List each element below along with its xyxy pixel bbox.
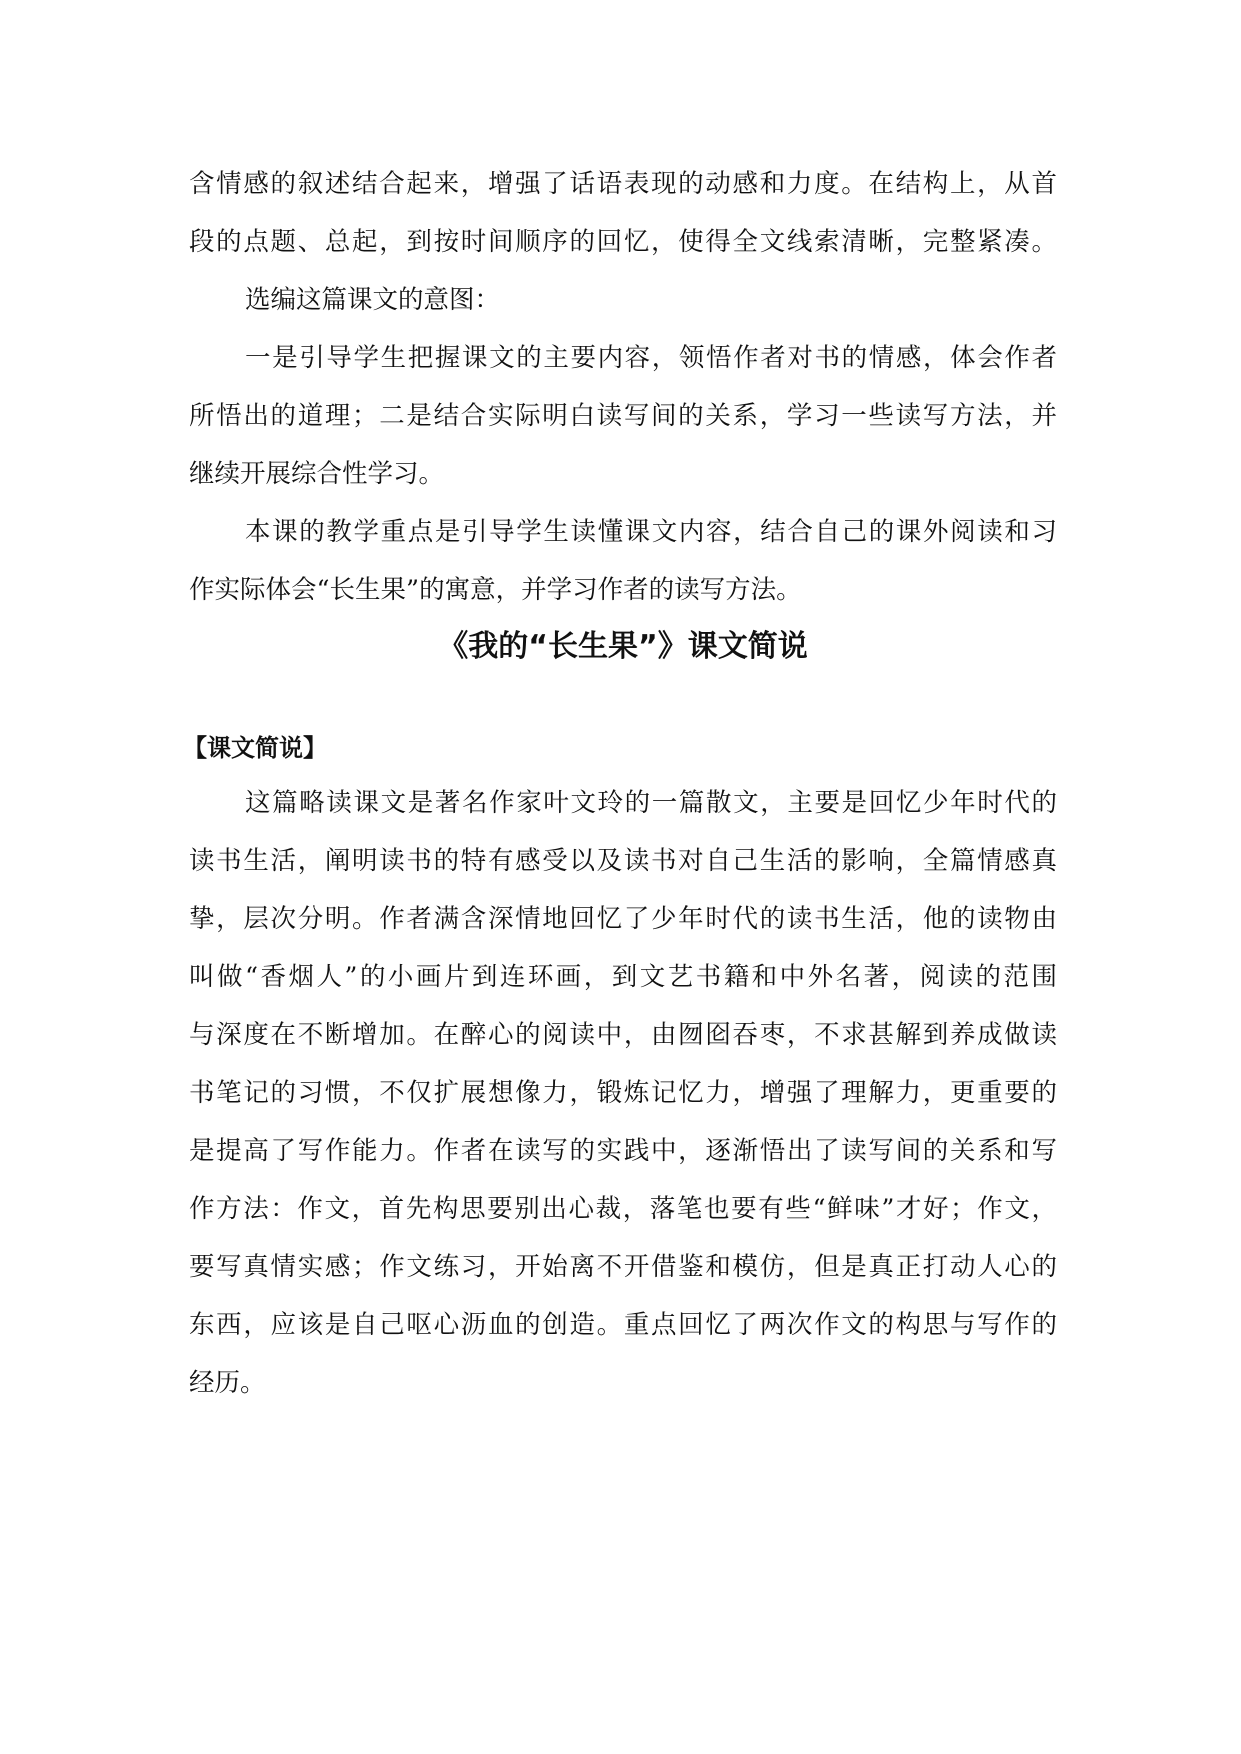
article-line-4: 叫做“香烟人”的小画片到连环画，到文艺书籍和中外名著，阅读的范围	[189, 962, 1057, 992]
article-title: 《我的“长生果”》课文简说	[438, 629, 808, 664]
article-line-11: 经历。	[189, 1368, 266, 1398]
intent-heading: 选编这篇课文的意图：	[245, 285, 501, 315]
intent-line-3: 继续开展综合性学习。	[189, 459, 445, 489]
article-line-1: 这篇略读课文是著名作家叶文玲的一篇散文，主要是回忆少年时代的	[245, 788, 1057, 818]
article-line-6: 书笔记的习惯，不仅扩展想像力，锻炼记忆力，增强了理解力，更重要的	[189, 1078, 1057, 1108]
intro-line-2: 段的点题、总起，到按时间顺序的回忆，使得全文线索清晰，完整紧凑。	[189, 227, 1057, 257]
focus-line-2: 作实际体会“长生果”的寓意，并学习作者的读写方法。	[189, 575, 802, 605]
section-label: 【课文简说】	[183, 734, 327, 762]
article-line-10: 东西，应该是自己呕心沥血的创造。重点回忆了两次作文的构思与写作的	[189, 1310, 1057, 1340]
article-line-7: 是提高了写作能力。作者在读写的实践中，逐渐悟出了读写间的关系和写	[189, 1136, 1057, 1166]
article-line-3: 挚，层次分明。作者满含深情地回忆了少年时代的读书生活，他的读物由	[189, 904, 1057, 934]
article-line-8: 作方法：作文，首先构思要别出心裁，落笔也要有些“鲜味”才好；作文，	[189, 1194, 1057, 1224]
article-line-5: 与深度在不断增加。在醉心的阅读中，由囫囵吞枣，不求甚解到养成做读	[189, 1020, 1057, 1050]
intent-line-1: 一是引导学生把握课文的主要内容，领悟作者对书的情感，体会作者	[245, 343, 1057, 373]
article-line-2: 读书生活，阐明读书的特有感受以及读书对自己生活的影响，全篇情感真	[189, 846, 1057, 876]
intro-line-1: 含情感的叙述结合起来，增强了话语表现的动感和力度。在结构上，从首	[189, 169, 1057, 199]
intent-line-2: 所悟出的道理；二是结合实际明白读写间的关系，学习一些读写方法，并	[189, 401, 1057, 431]
focus-line-1: 本课的教学重点是引导学生读懂课文内容，结合自己的课外阅读和习	[245, 517, 1057, 547]
article-line-9: 要写真情实感；作文练习，开始离不开借鉴和模仿，但是真正打动人心的	[189, 1252, 1057, 1282]
